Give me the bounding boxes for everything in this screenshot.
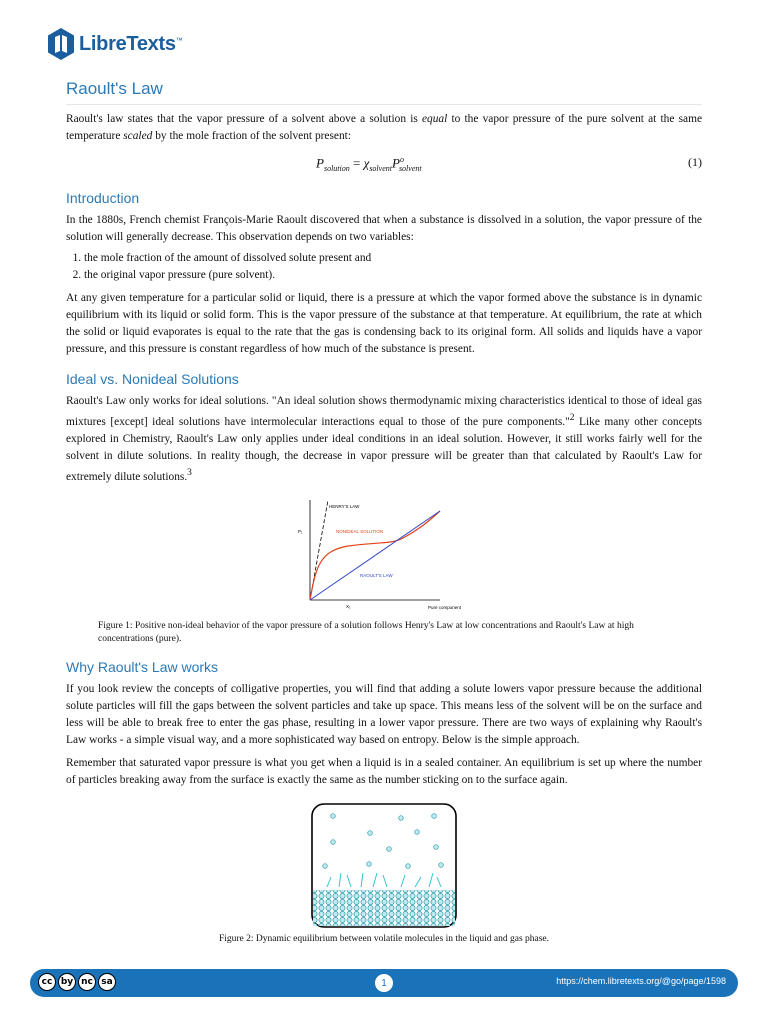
liquid-layer xyxy=(313,890,455,926)
x-axis-right-label: Pure component xyxy=(428,604,462,610)
main-content xyxy=(66,74,702,944)
intro-paragraph: Raoult's law states that the vapor pressure of a solvent above a solution is equal to the vapor pressure of the pure solvent at the same temperature scaled by the mole fraction of the solvent present: xyxy=(66,113,702,142)
heading-why-raoults-law-works: Why Raoult's Law works xyxy=(66,658,219,675)
libretexts-logo[interactable] xyxy=(46,26,182,62)
nc-icon: nc xyxy=(78,973,96,991)
page-footer xyxy=(30,969,738,997)
sa-icon: sa xyxy=(98,973,116,991)
ideal-paragraph: Raoult's Law only works for ideal solutions. "An ideal solution shows thermodynamic mixing characteristics identical to those of ideal gas mixtures [except] ideal solutions have intermolecular interactions equal to those of the pure components."$^2$ Like many other concepts explored in Chemistry, Raoult's Law only applies under ideal conditions in an ideal solution. However, it still works fairly well for the solvent in dilute solutions. In reality though, the decrease in vapor pressure will be greater than that calculated by Raoult's Law for extremely dilute solutions.$^3$ xyxy=(66,395,702,483)
citation-2[interactable]: 2 xyxy=(569,413,575,423)
equation-number: (1) xyxy=(688,155,702,169)
by-icon: by xyxy=(58,973,76,991)
variables-list xyxy=(66,250,702,284)
x-axis-label: X₁ xyxy=(346,603,351,609)
raoults-law-label: RAOULT'S LAW xyxy=(360,572,393,578)
figure-2-container-diagram xyxy=(311,803,457,928)
why-paragraph-1: If you look review the concepts of colligative properties, you will find that adding a solute lowers vapor pressure because the additional solute particles will fill the gaps between the solvent particles and take up space. This means less of the solvent will be on the surface and less will be able to break free to enter the gas phase, resulting in a lower vapor pressure. There are two ways of explaining why Raoult's Law works - a simple visual way, and a more sophisticated way based on entropy. Below is the simple approach. xyxy=(66,682,702,746)
logo-text: LibreTexts xyxy=(79,32,176,55)
y-axis-label: P₁ xyxy=(298,528,303,534)
sealed-container-image xyxy=(311,803,457,928)
vapor-pressure-plot xyxy=(298,496,478,614)
citation-3[interactable]: 3 xyxy=(187,467,192,478)
heading-ideal-vs-nonideal: Ideal vs. Nonideal Solutions xyxy=(66,371,239,387)
libretexts-hex-icon xyxy=(46,27,76,61)
introduction-paragraph-1: In the 1880s, French chemist François-Marie Raoult discovered that when a substance is dissolved in a solution, the vapor pressure of the solution will generally decrease. This observation depends on two variables: xyxy=(66,214,702,243)
cc-icon: cc xyxy=(38,973,56,991)
henrys-law-label: HENRY'S LAW xyxy=(329,503,360,509)
page-number: 1 xyxy=(375,974,393,992)
raoults-law-line xyxy=(310,511,440,600)
list-item: 2. the original vapor pressure (pure solvent). xyxy=(84,267,702,284)
introduction-paragraph-2: At any given temperature for a particular solid or liquid, there is a pressure at which the vapor formed above the substance is in dynamic equilibrium with its liquid or solid form. This is the vapor pressure of the substance at that temperature. At equilibrium, the rate at which the solid or liquid evaporates is equal to the rate that the gas is condensing back to its original form. All solids and liquids have a vapor pressure, and this pressure is constant regardless of how much of the substance is present. xyxy=(66,292,702,355)
heading-introduction: Introduction xyxy=(66,190,140,206)
creative-commons-license[interactable] xyxy=(38,973,116,991)
figure-2-caption: Figure 2: Dynamic equilibrium between volatile molecules in the liquid and gas phase. xyxy=(218,933,550,944)
page-url-link[interactable]: https://chem.libretexts.org/@go/page/1598 xyxy=(556,976,726,986)
figure-1-caption: Figure 1: Positive non-ideal behavior of the vapor pressure of a solution follows Henry's Law at low concentrations and Raoult's Law at high concentrations (pure). xyxy=(98,620,634,644)
list-item: 1. the mole fraction of the amount of dissolved solute present and xyxy=(84,250,702,267)
nonideal-solution-label: NONIDEAL SOLUTION xyxy=(336,528,384,534)
page-title: Raoult's Law xyxy=(66,79,702,105)
logo-tm: ™ xyxy=(175,36,183,44)
figure-1-chart xyxy=(298,496,478,614)
why-paragraph-2: Remember that saturated vapor pressure is what you get when a liquid is in a sealed container. An equilibrium is set up where the number of particles breaking away from the surface is exactly the same as the number sticking on to the surface again. xyxy=(66,756,702,786)
raoult-equation: $P_{solution} = \chi_{solvent}P^o_{solvent}$ (1) xyxy=(316,155,702,173)
